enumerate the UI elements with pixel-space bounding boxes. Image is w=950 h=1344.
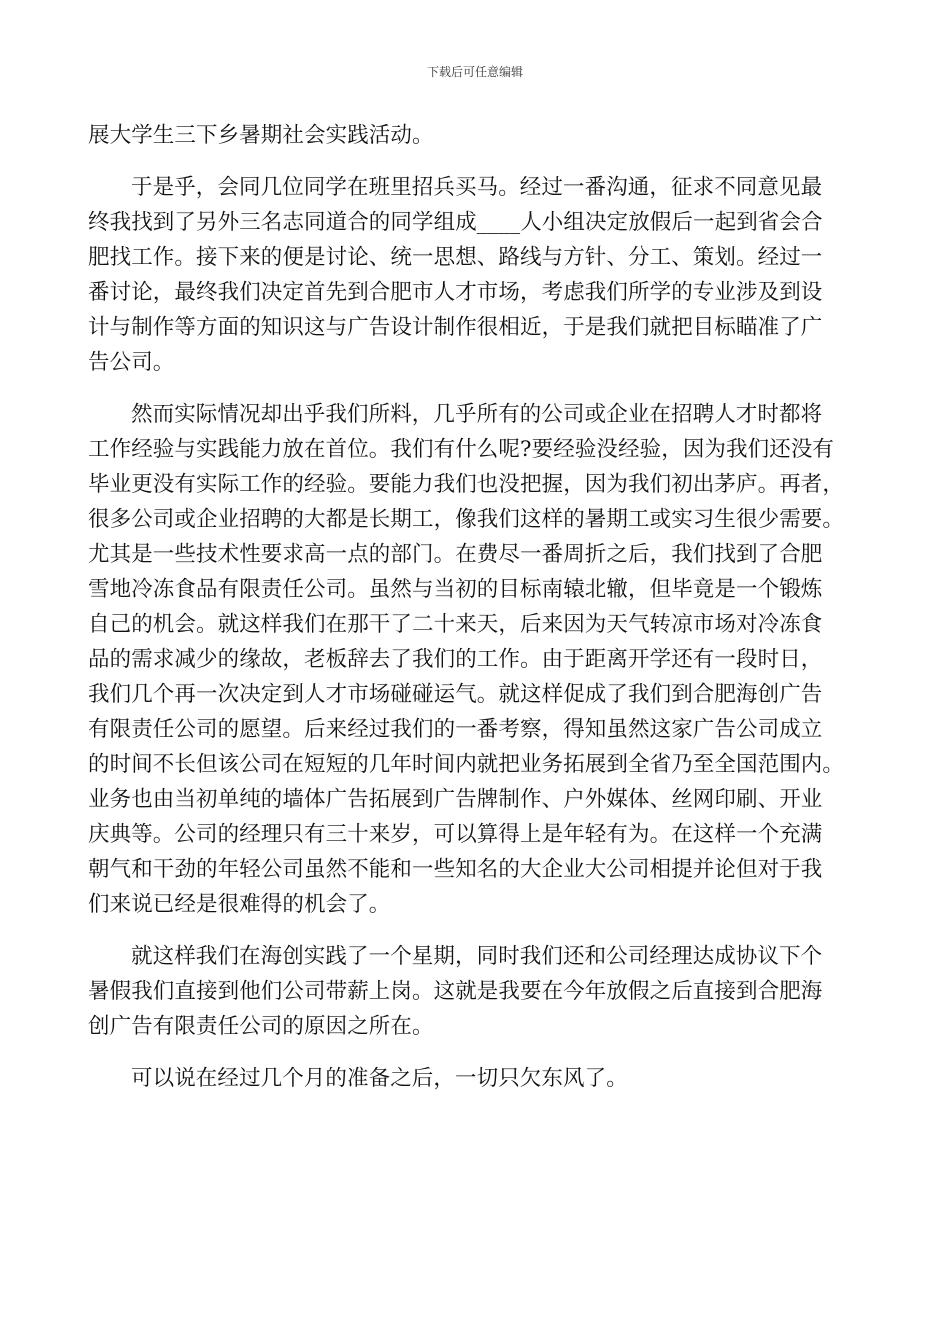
text-line: 的时间不长但该公司在短短的几年时间内就把业务拓展到全省乃至全国范围内。 [88,752,845,777]
text-line: 我们几个再一次决定到人才市场碰碰运气。就这样促成了我们到合肥海创广告 [88,682,823,707]
text-line: 就这样我们在海创实践了一个星期，同时我们还和公司经理达成协议下个 [131,944,823,969]
text-line: 于是乎，会同几位同学在班里招兵买马。经过一番沟通，征求不同意见最 [131,175,823,200]
text-line: 计与制作等方面的知识这与广告设计制作很相近，于是我们就把目标瞄准了广 [88,315,823,340]
text-line: 工作经验与实践能力放在首位。我们有什么呢?要经验没经验，因为我们还没有 [88,437,835,462]
text-line: 毕业更没有实际工作的经验。要能力我们也没把握，因为我们初出茅庐。再者， [88,472,845,497]
text-line: 然而实际情况却出乎我们所料，几乎所有的公司或企业在招聘人才时都将 [131,402,823,427]
text-line: 朝气和干劲的年轻公司虽然不能和一些知名的大企业大公司相提并论但对于我 [88,857,823,882]
document-body [88,118,862,1096]
page-header-note: 下载后可任意编辑 [426,65,523,79]
text-line: 庆典等。公司的经理只有三十来岁，可以算得上是年轻有为。在这样一个充满 [88,822,823,847]
text-line: 雪地冷冻食品有限责任公司。虽然与当初的目标南辕北辙，但毕竟是一个锻炼 [88,577,823,602]
paragraph-gap [88,922,862,939]
text-line: 告公司。 [88,350,175,375]
text-line: 肥找工作。接下来的便是讨论、统一思想、路线与方针、分工、策划。经过一 [88,245,823,270]
text-line: 品的需求减少的缘故，老板辞去了我们的工作。由于距离开学还有一段时日， [88,647,823,672]
text-line: 尤其是一些技术性要求高一点的部门。在费尽一番周折之后，我们找到了合肥 [88,542,823,567]
paragraph-1 [88,118,862,153]
text-line: 有限责任公司的愿望。后来经过我们的一番考察，得知虽然这家广告公司成立 [88,717,823,742]
text-line: 业务也由当初单纯的墙体广告拓展到广告牌制作、户外媒体、丝网印刷、开业 [88,787,823,812]
text-line: 可以说在经过几个月的准备之后，一切只欠东风了。 [131,1066,628,1091]
paragraph-5 [88,1061,862,1096]
paragraph-gap [88,1044,862,1061]
text-line: 展大学生三下乡暑期社会实践活动。 [88,123,434,148]
paragraph-gap [88,153,862,170]
text-line: 终我找到了另外三名志同道合的同学组成____人小组决定放假后一起到省会合 [88,210,823,235]
text-line: 很多公司或企业招聘的大都是长期工，像我们这样的暑期工或实习生很少需要。 [88,507,845,532]
paragraph-4 [88,939,862,1044]
text-line: 自己的机会。就这样我们在那干了二十来天，后来因为天气转凉市场对冷冻食 [88,612,823,637]
paragraph-gap [88,380,862,397]
paragraph-2 [88,170,862,380]
paragraph-3 [88,397,862,922]
text-line: 们来说已经是很难得的机会了。 [88,892,391,917]
text-line: 暑假我们直接到他们公司带薪上岗。这就是我要在今年放假之后直接到合肥海 [88,979,823,1004]
text-line: 番讨论，最终我们决定首先到合肥市人才市场，考虑我们所学的专业涉及到设 [88,280,823,305]
text-line: 创广告有限责任公司的原因之所在。 [88,1014,434,1039]
